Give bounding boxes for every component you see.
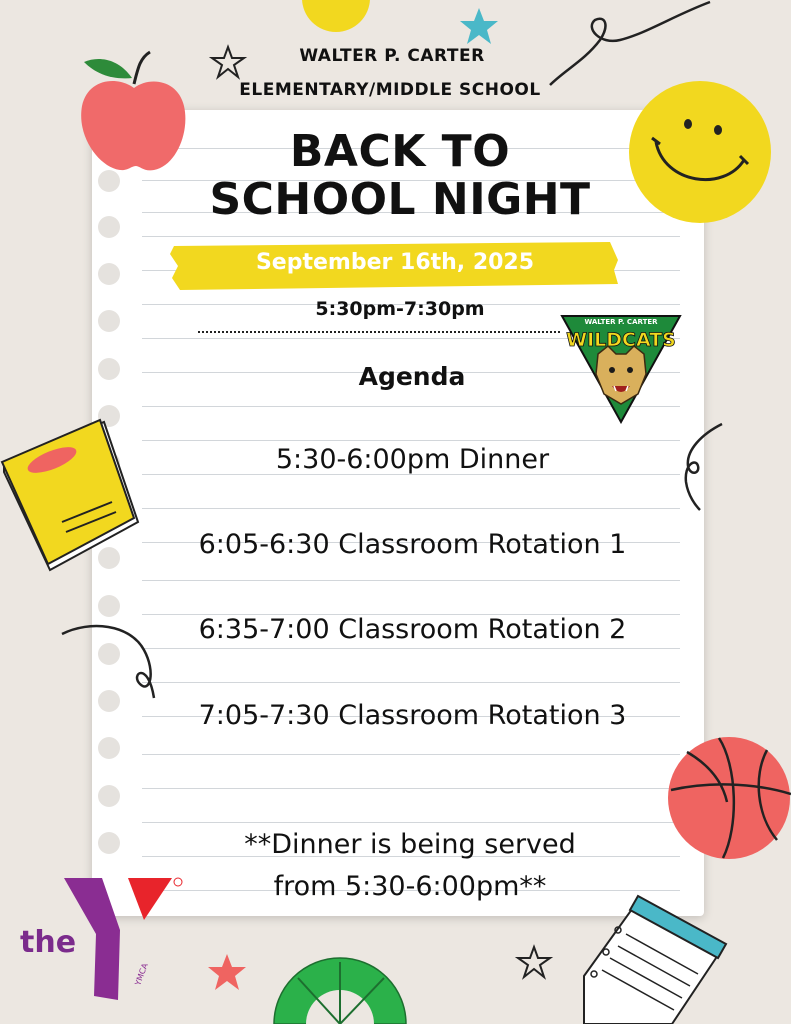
school-name-line2: ELEMENTARY/MIDDLE SCHOOL [239, 80, 541, 100]
star-icon [457, 6, 501, 46]
swirl-decoration [545, 0, 715, 90]
star-icon [206, 952, 248, 992]
agenda-item: 7:05-7:30 Classroom Rotation 3 [198, 700, 627, 731]
dinner-note-line1: **Dinner is being served [244, 829, 576, 860]
svg-text:WILDCATS: WILDCATS [566, 329, 676, 351]
svg-text:WALTER P. CARTER: WALTER P. CARTER [584, 318, 658, 326]
school-name-line1: WALTER P. CARTER [299, 46, 485, 66]
event-time: 5:30pm-7:30pm [315, 298, 485, 320]
ymca-the-text: the [20, 925, 77, 960]
event-title-line1: BACK TO [289, 126, 511, 177]
event-date: September 16th, 2025 [255, 250, 535, 275]
book-icon [0, 418, 142, 574]
svg-text:YMCA: YMCA [133, 962, 150, 987]
swirl-decoration [60, 620, 156, 700]
dotted-divider [198, 331, 560, 333]
wildcat-logo [560, 312, 682, 424]
agenda-item: 5:30-6:00pm Dinner [275, 444, 550, 475]
notebook-paper [92, 110, 704, 916]
star-outline-icon [514, 944, 554, 982]
agenda-heading: Agenda [358, 362, 466, 391]
agenda-item: 6:35-7:00 Classroom Rotation 2 [198, 614, 627, 645]
notepad-icon [574, 890, 730, 1024]
agenda-item: 6:05-6:30 Classroom Rotation 1 [198, 529, 627, 560]
yellow-circle-decoration [302, 0, 370, 32]
dinner-note-line2: from 5:30-6:00pm** [273, 871, 547, 902]
basketball-icon [667, 736, 791, 860]
ymca-logo [62, 870, 186, 1000]
event-title-line2: SCHOOL NIGHT [209, 174, 591, 225]
swirl-decoration [678, 420, 728, 512]
protractor-icon [272, 956, 408, 1024]
